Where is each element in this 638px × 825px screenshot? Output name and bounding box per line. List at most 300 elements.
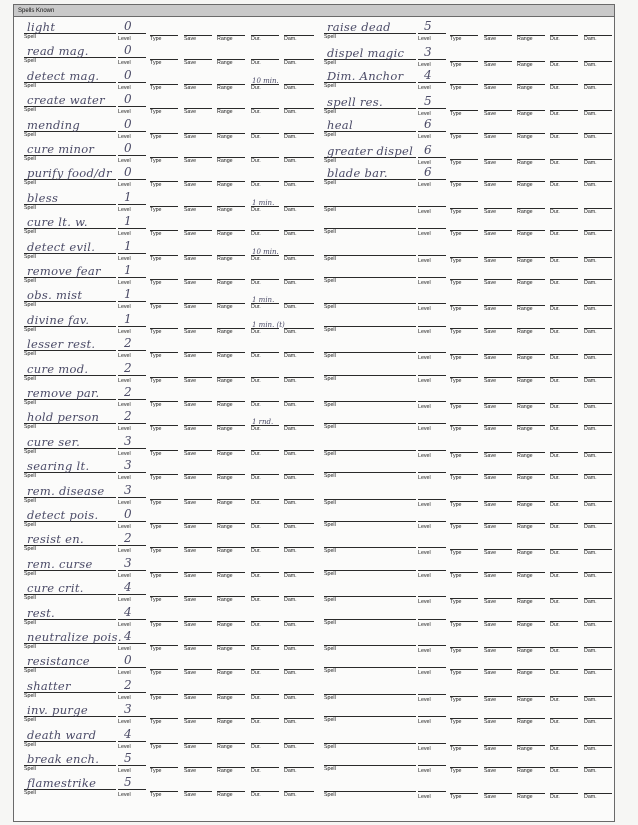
- spell-level[interactable]: 1: [124, 214, 132, 229]
- label-dam: Dam.: [284, 499, 297, 506]
- spell-name[interactable]: light: [27, 20, 56, 34]
- label-dam: Dam.: [284, 768, 297, 774]
- label-dur: Dur.: [550, 719, 560, 726]
- label-level: Level: [118, 743, 131, 750]
- label-spell: Spell: [324, 375, 336, 382]
- spell-name[interactable]: death ward: [27, 727, 97, 742]
- label-range: Range: [217, 450, 233, 457]
- field-line: [118, 155, 146, 156]
- spell-level[interactable]: 6: [424, 116, 432, 131]
- label-type: Type: [150, 475, 162, 482]
- label-spell: Spell: [24, 156, 36, 162]
- label-level: Level: [418, 355, 431, 362]
- label-dur: Dur.: [251, 182, 261, 189]
- spell-level[interactable]: 0: [124, 43, 132, 58]
- label-range: Range: [217, 475, 233, 482]
- label-level: Level: [118, 353, 131, 360]
- spell-duration[interactable]: 1 min. (t): [252, 320, 285, 329]
- spell-name[interactable]: rest.: [27, 605, 55, 620]
- label-dam: Dam.: [584, 572, 597, 579]
- label-level: Level: [118, 402, 131, 408]
- spell-level[interactable]: 4: [124, 726, 132, 741]
- spell-name[interactable]: detect evil.: [27, 239, 96, 254]
- label-spell: Spell: [24, 473, 36, 480]
- label-range: Range: [517, 160, 533, 166]
- field-line: [118, 57, 146, 58]
- label-range: Range: [217, 426, 233, 433]
- label-level: Level: [418, 696, 431, 703]
- spell-level[interactable]: 0: [124, 67, 132, 82]
- spell-name[interactable]: blade bar.: [327, 166, 388, 181]
- spell-level[interactable]: 2: [124, 385, 132, 399]
- label-dur: Dur.: [251, 719, 261, 726]
- label-level: Level: [118, 548, 131, 555]
- label-range: Range: [517, 452, 533, 459]
- spell-level[interactable]: 5: [124, 751, 132, 765]
- label-save: Save: [184, 524, 197, 530]
- field-line: [418, 33, 446, 34]
- spell-name[interactable]: create water: [27, 93, 105, 108]
- spell-field-line: [324, 255, 416, 256]
- label-level: Level: [418, 404, 431, 410]
- label-level: Level: [118, 572, 131, 579]
- spell-name[interactable]: purify food/dr: [27, 166, 112, 181]
- label-spell: Spell: [24, 595, 36, 602]
- spell-name[interactable]: dispel magic: [327, 46, 405, 61]
- spell-name[interactable]: raise dead: [327, 20, 391, 34]
- field-line: [418, 743, 446, 744]
- spell-name[interactable]: detect mag.: [27, 68, 100, 83]
- spell-level[interactable]: 0: [124, 165, 132, 180]
- spell-duration[interactable]: 1 rnd.: [252, 418, 274, 427]
- label-dur: Dur.: [550, 231, 560, 238]
- spell-level[interactable]: 1: [124, 238, 132, 253]
- label-save: Save: [184, 646, 197, 652]
- spell-name[interactable]: cure crit.: [27, 581, 84, 596]
- label-level: Level: [418, 452, 431, 459]
- label-type: Type: [450, 377, 462, 384]
- spell-name[interactable]: cure mod.: [27, 361, 89, 376]
- spell-field-line: [324, 499, 416, 500]
- label-level: Level: [418, 550, 431, 557]
- label-range: Range: [217, 743, 233, 750]
- spell-level[interactable]: 4: [124, 580, 132, 595]
- label-level: Level: [118, 231, 131, 238]
- label-level: Level: [418, 621, 431, 628]
- field-line: [118, 643, 146, 644]
- label-type: Type: [450, 111, 462, 118]
- label-spell: Spell: [24, 302, 36, 309]
- label-dur: Dur.: [550, 377, 560, 384]
- label-save: Save: [184, 60, 197, 67]
- spell-duration[interactable]: 1 min.: [252, 198, 275, 207]
- spell-name[interactable]: rem. disease: [27, 483, 105, 498]
- spell-field-line: [324, 277, 416, 278]
- label-range: Range: [217, 572, 233, 579]
- spell-name[interactable]: shatter: [27, 678, 71, 693]
- field-line: [418, 82, 446, 83]
- spell-name[interactable]: Dim. Anchor: [327, 68, 404, 83]
- spell-level[interactable]: 1: [124, 311, 132, 326]
- field-line: [118, 399, 146, 400]
- label-range: Range: [217, 109, 233, 116]
- label-spell: Spell: [24, 253, 36, 260]
- spell-name[interactable]: lesser rest.: [27, 337, 96, 352]
- label-range: Range: [217, 524, 233, 530]
- label-type: Type: [150, 304, 162, 311]
- label-dur: Dur.: [550, 36, 560, 42]
- spell-field-line: [324, 521, 416, 522]
- spell-level[interactable]: 1: [124, 189, 132, 204]
- label-dam: Dam.: [584, 524, 597, 530]
- label-save: Save: [184, 719, 197, 726]
- spell-name[interactable]: bless: [27, 190, 59, 205]
- spell-level[interactable]: 1: [124, 263, 132, 277]
- spell-level[interactable]: 2: [124, 531, 132, 546]
- label-dur: Dur.: [550, 572, 560, 579]
- field-line: [118, 692, 146, 693]
- field-line: [418, 423, 446, 424]
- label-save: Save: [484, 550, 497, 557]
- label-spell: Spell: [24, 790, 36, 797]
- label-spell: Spell: [24, 424, 36, 431]
- spell-level[interactable]: 3: [124, 555, 132, 570]
- spell-field-line: [324, 645, 416, 646]
- spell-field-line: [324, 401, 416, 402]
- field-line: [118, 375, 146, 376]
- label-dur: Dur.: [251, 353, 261, 360]
- label-spell: Spell: [324, 548, 336, 555]
- label-type: Type: [150, 694, 162, 701]
- label-spell: Spell: [24, 400, 36, 406]
- label-dam: Dam.: [284, 353, 297, 360]
- label-type: Type: [450, 745, 462, 752]
- label-save: Save: [484, 501, 497, 508]
- spell-field-line: [324, 450, 416, 451]
- label-spell: Spell: [324, 499, 336, 506]
- spell-duration[interactable]: 10 min.: [252, 76, 279, 85]
- label-dur: Dur.: [251, 743, 261, 750]
- spell-name[interactable]: cure ser.: [27, 434, 81, 449]
- label-spell: Spell: [324, 473, 336, 480]
- label-spell: Spell: [24, 692, 36, 699]
- label-level: Level: [118, 792, 131, 799]
- label-save: Save: [184, 597, 197, 604]
- label-save: Save: [484, 648, 497, 654]
- spell-level[interactable]: 1: [124, 287, 132, 302]
- spell-level[interactable]: 3: [124, 458, 132, 473]
- label-dam: Dam.: [584, 621, 597, 628]
- field-line: [418, 716, 446, 717]
- spell-name[interactable]: flamestrike: [27, 776, 97, 791]
- label-save: Save: [184, 84, 197, 91]
- spell-name[interactable]: cure minor: [27, 142, 95, 156]
- spell-name[interactable]: heal: [327, 117, 353, 132]
- label-level: Level: [118, 133, 131, 140]
- field-line: [418, 179, 446, 180]
- label-dam: Dam.: [584, 111, 597, 118]
- label-range: Range: [517, 599, 533, 606]
- label-dam: Dam.: [284, 402, 297, 408]
- label-spell: Spell: [24, 717, 36, 724]
- spell-level[interactable]: 4: [424, 67, 432, 82]
- field-line: [418, 352, 446, 353]
- label-dur: Dur.: [251, 450, 261, 457]
- label-dam: Dam.: [284, 792, 297, 799]
- label-save: Save: [484, 404, 497, 410]
- label-range: Range: [517, 768, 533, 774]
- label-type: Type: [150, 353, 162, 360]
- label-spell: Spell: [324, 255, 336, 262]
- label-spell: Spell: [24, 644, 36, 650]
- label-level: Level: [418, 524, 431, 530]
- spell-name[interactable]: neutralize pois.: [27, 630, 122, 644]
- spell-name[interactable]: rem. curse: [27, 556, 93, 571]
- spell-name[interactable]: greater dispel: [327, 144, 414, 158]
- spell-level[interactable]: 0: [124, 141, 132, 155]
- label-dur: Dur.: [550, 257, 560, 264]
- label-save: Save: [184, 621, 197, 628]
- label-range: Range: [517, 524, 533, 530]
- label-save: Save: [184, 450, 197, 457]
- label-dur: Dur.: [550, 328, 560, 335]
- field-line: [418, 596, 446, 597]
- label-range: Range: [217, 206, 233, 213]
- label-dur: Dur.: [550, 599, 560, 606]
- spell-field-line: [324, 570, 416, 571]
- spell-level[interactable]: 3: [124, 433, 132, 448]
- label-spell: Spell: [324, 278, 336, 284]
- field-line: [118, 106, 146, 107]
- label-save: Save: [184, 475, 197, 482]
- label-type: Type: [150, 621, 162, 628]
- label-save: Save: [484, 62, 497, 69]
- label-level: Level: [418, 182, 431, 189]
- spell-field-line: [324, 791, 416, 792]
- spell-name[interactable]: obs. mist: [27, 288, 83, 303]
- label-range: Range: [217, 621, 233, 628]
- label-range: Range: [217, 768, 233, 774]
- label-level: Level: [118, 597, 131, 604]
- label-type: Type: [150, 792, 162, 799]
- label-dam: Dam.: [284, 84, 297, 91]
- label-dam: Dam.: [284, 206, 297, 213]
- field-line: [418, 667, 446, 668]
- label-dam: Dam.: [284, 572, 297, 579]
- spell-level[interactable]: 0: [124, 653, 132, 668]
- label-type: Type: [450, 768, 462, 774]
- label-level: Level: [118, 450, 131, 457]
- label-save: Save: [484, 719, 497, 726]
- label-type: Type: [450, 572, 462, 579]
- label-type: Type: [150, 426, 162, 433]
- label-spell: Spell: [24, 180, 36, 187]
- label-dam: Dam.: [284, 36, 297, 42]
- spell-name[interactable]: searing lt.: [27, 459, 90, 474]
- label-level: Level: [418, 231, 431, 238]
- spell-level[interactable]: 2: [124, 409, 132, 424]
- field-line: [418, 521, 446, 522]
- label-level: Level: [418, 426, 431, 433]
- field-line: [118, 472, 146, 473]
- spell-name[interactable]: read mag.: [27, 44, 89, 59]
- spell-field-line: [324, 547, 416, 548]
- label-dam: Dam.: [584, 231, 597, 238]
- spell-level[interactable]: 2: [124, 336, 132, 351]
- label-level: Level: [118, 524, 131, 530]
- field-line: [418, 791, 446, 792]
- label-save: Save: [184, 694, 197, 701]
- label-save: Save: [484, 84, 497, 91]
- spell-level[interactable]: 2: [124, 677, 132, 692]
- spell-name[interactable]: resist en.: [27, 532, 84, 547]
- label-dur: Dur.: [251, 377, 261, 384]
- label-range: Range: [217, 670, 233, 677]
- spell-name[interactable]: remove fear: [27, 264, 101, 278]
- label-type: Type: [450, 231, 462, 238]
- label-dam: Dam.: [584, 648, 597, 654]
- label-dam: Dam.: [284, 182, 297, 189]
- label-spell: Spell: [324, 694, 336, 701]
- label-type: Type: [450, 524, 462, 530]
- label-type: Type: [150, 109, 162, 116]
- label-dur: Dur.: [251, 792, 261, 799]
- label-dam: Dam.: [584, 475, 597, 482]
- label-dam: Dam.: [284, 646, 297, 652]
- label-save: Save: [184, 158, 197, 164]
- spell-duration[interactable]: 10 min.: [252, 247, 279, 256]
- spell-name[interactable]: remove par.: [27, 386, 100, 400]
- field-line: [418, 255, 446, 256]
- spell-level[interactable]: 5: [124, 775, 132, 790]
- label-type: Type: [450, 257, 462, 264]
- label-save: Save: [484, 745, 497, 752]
- label-save: Save: [484, 670, 497, 677]
- field-line: [418, 694, 446, 695]
- label-save: Save: [484, 257, 497, 264]
- label-dur: Dur.: [550, 160, 560, 166]
- label-dam: Dam.: [584, 355, 597, 362]
- spell-level[interactable]: 0: [124, 92, 132, 107]
- label-dur: Dur.: [251, 426, 261, 433]
- spell-field-line: [324, 667, 416, 668]
- field-line: [118, 667, 146, 668]
- field-line: [118, 228, 146, 229]
- label-dam: Dam.: [284, 133, 297, 140]
- label-type: Type: [150, 158, 162, 164]
- label-type: Type: [450, 501, 462, 508]
- field-line: [418, 59, 446, 60]
- label-save: Save: [184, 499, 197, 506]
- label-save: Save: [184, 231, 197, 238]
- label-range: Range: [517, 355, 533, 362]
- spell-name[interactable]: mending: [27, 117, 81, 132]
- spell-level[interactable]: 6: [424, 143, 432, 157]
- label-dur: Dur.: [550, 475, 560, 482]
- label-level: Level: [118, 621, 131, 628]
- spell-level[interactable]: 4: [124, 604, 132, 619]
- field-line: [118, 350, 146, 351]
- field-line: [118, 741, 146, 742]
- label-spell: Spell: [324, 597, 336, 604]
- label-spell: Spell: [24, 448, 36, 455]
- spell-name[interactable]: inv. purge: [27, 703, 88, 718]
- label-save: Save: [184, 426, 197, 433]
- label-range: Range: [217, 231, 233, 238]
- label-type: Type: [150, 524, 162, 530]
- spell-field-line: [324, 619, 416, 620]
- field-line: [118, 497, 146, 498]
- spell-name[interactable]: hold person: [27, 410, 100, 425]
- spell-level[interactable]: 0: [124, 116, 132, 131]
- label-dur: Dur.: [550, 62, 560, 69]
- spell-level[interactable]: 3: [124, 702, 132, 717]
- label-dur: Dur.: [550, 550, 560, 557]
- spell-name[interactable]: break ench.: [27, 752, 100, 766]
- label-dur: Dur.: [251, 109, 261, 116]
- label-type: Type: [150, 133, 162, 140]
- label-range: Range: [517, 377, 533, 384]
- label-type: Type: [150, 768, 162, 774]
- spell-name[interactable]: divine fav.: [27, 312, 90, 327]
- spell-name[interactable]: resistance: [27, 654, 90, 669]
- spell-name[interactable]: cure lt. w.: [27, 215, 88, 230]
- spell-sheet: [13, 4, 615, 822]
- spell-name[interactable]: detect pois.: [27, 508, 99, 522]
- label-type: Type: [150, 743, 162, 750]
- label-save: Save: [484, 599, 497, 606]
- label-type: Type: [450, 719, 462, 726]
- label-range: Range: [517, 328, 533, 335]
- label-type: Type: [450, 208, 462, 215]
- label-range: Range: [217, 792, 233, 799]
- spell-level[interactable]: 6: [424, 165, 432, 180]
- label-range: Range: [517, 208, 533, 215]
- label-spell: Spell: [324, 304, 336, 311]
- spell-level[interactable]: 5: [424, 19, 432, 33]
- label-dam: Dam.: [284, 450, 297, 457]
- spell-name[interactable]: spell res.: [327, 95, 383, 110]
- label-save: Save: [184, 36, 197, 42]
- spell-duration[interactable]: 1 min.: [252, 296, 275, 305]
- label-dam: Dam.: [584, 501, 597, 508]
- field-line: [418, 326, 446, 327]
- label-level: Level: [118, 694, 131, 701]
- spell-level[interactable]: 3: [124, 482, 132, 497]
- label-save: Save: [484, 621, 497, 628]
- label-dur: Dur.: [550, 208, 560, 215]
- label-dur: Dur.: [251, 84, 261, 91]
- field-line: [418, 108, 446, 109]
- spell-level[interactable]: 0: [124, 19, 132, 33]
- label-spell: Spell: [24, 131, 36, 138]
- spell-field-line: [324, 472, 416, 473]
- spell-level[interactable]: 5: [424, 94, 432, 109]
- label-spell: Spell: [324, 668, 336, 675]
- label-dur: Dur.: [251, 646, 261, 652]
- label-save: Save: [184, 768, 197, 774]
- label-spell: Spell: [324, 766, 336, 772]
- field-line: [418, 450, 446, 451]
- label-spell: Spell: [24, 619, 36, 626]
- spell-level[interactable]: 0: [124, 507, 132, 521]
- spell-level[interactable]: 3: [424, 45, 432, 60]
- spell-level[interactable]: 4: [124, 629, 132, 643]
- label-save: Save: [484, 355, 497, 362]
- label-dam: Dam.: [284, 621, 297, 628]
- label-dam: Dam.: [584, 328, 597, 335]
- spell-level[interactable]: 2: [124, 360, 132, 375]
